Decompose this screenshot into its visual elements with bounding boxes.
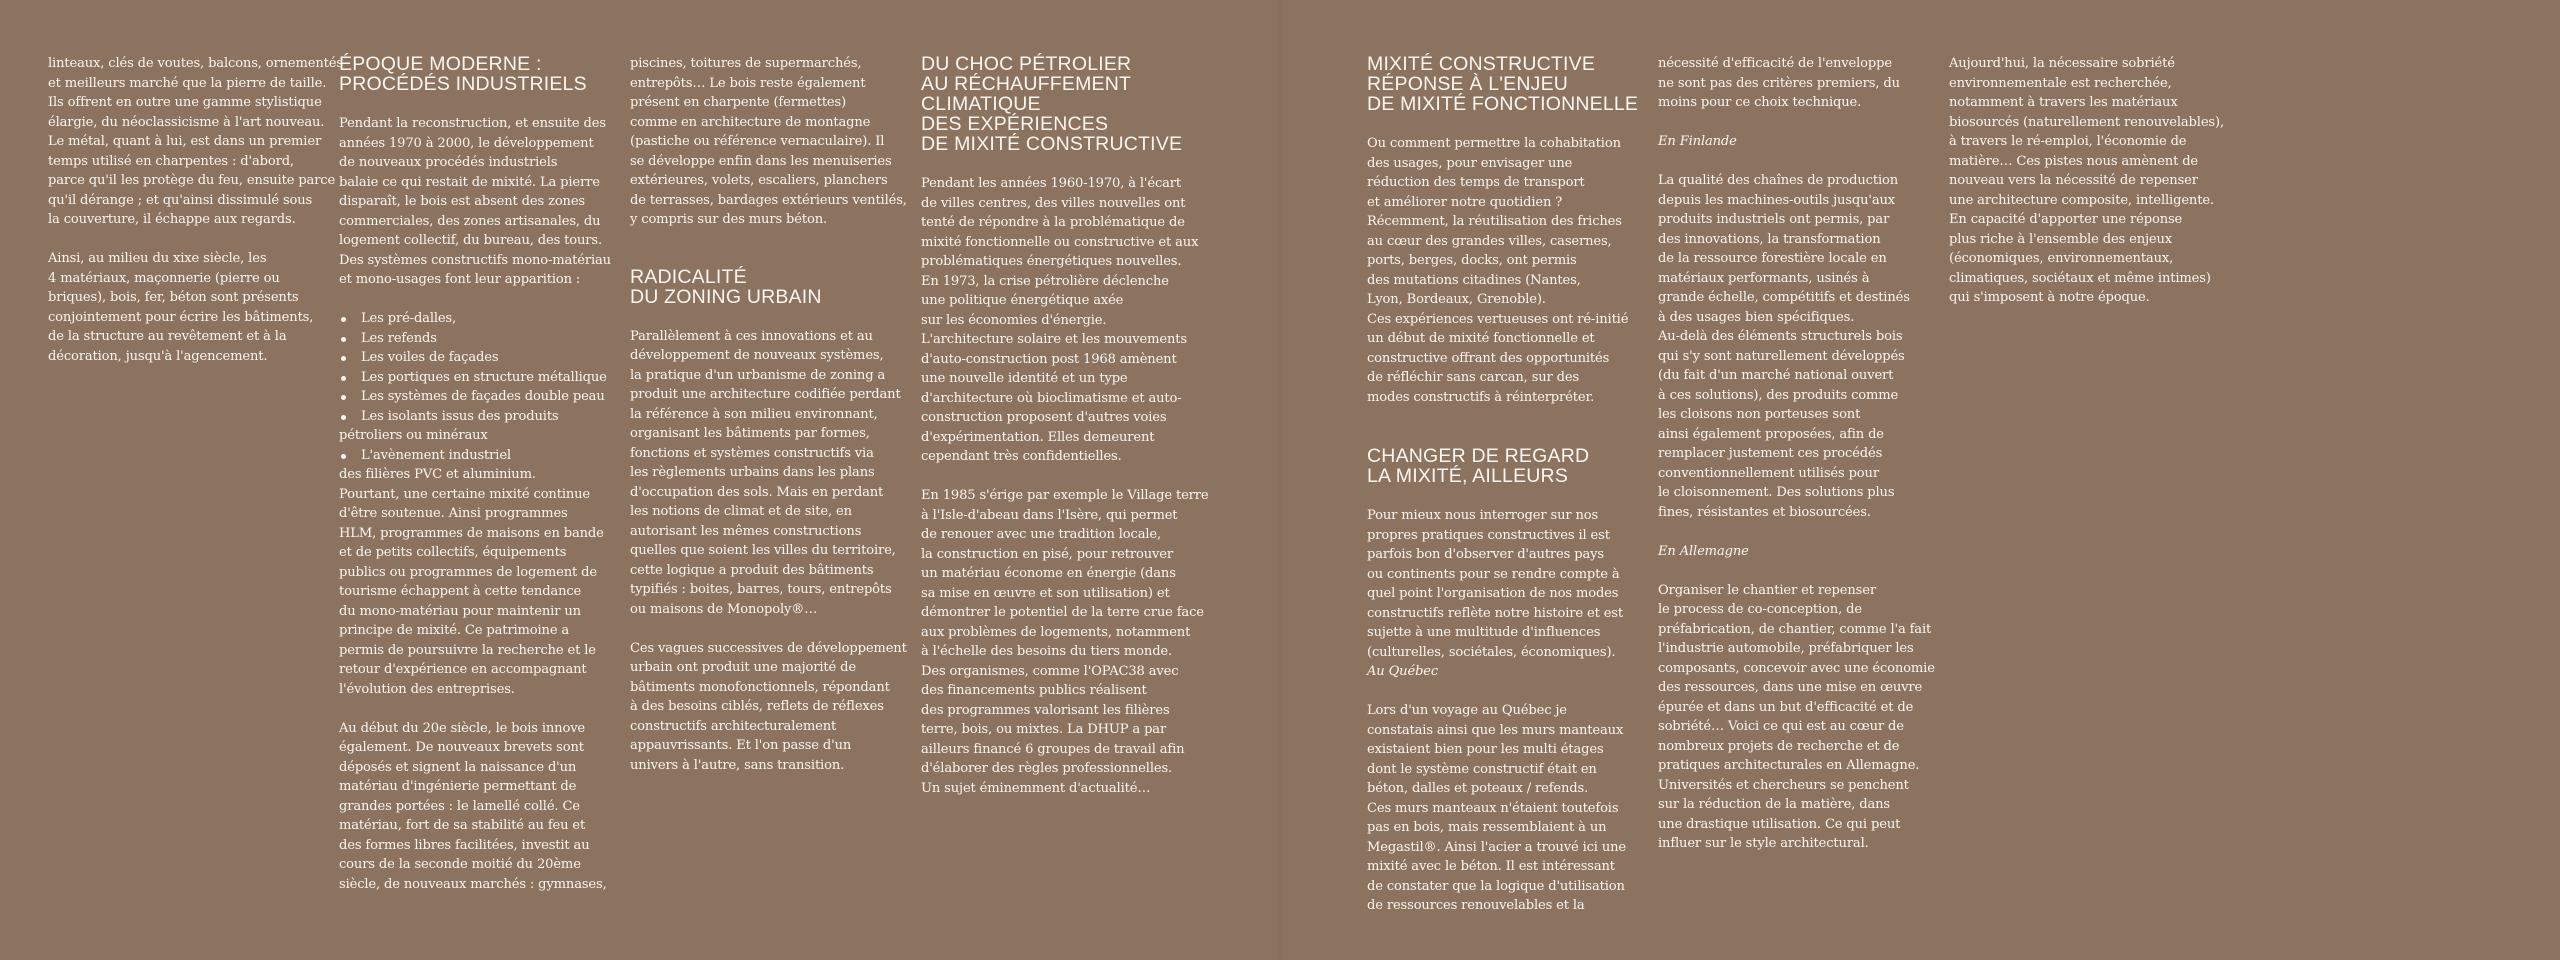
text-line: DE MIXITÉ CONSTRUCTIVE [921,133,1183,155]
text-line: disparaît, le bois est absent des zones [339,194,586,209]
text-line: commerciales, des zones artisanales, du [339,213,601,229]
text-line: qui s'y sont naturellement développés [1658,348,1905,364]
text-line: DU ZONING URBAIN [630,285,822,308]
heading-radicalite [630,267,907,307]
text-line: balaie ce qui restait de mixité. La pierre [339,174,600,190]
text-line: d'élaborer des règles professionnelles. [921,761,1173,776]
paragraph-piscines [630,54,907,230]
text-line: d'architecture où bioclimatisme et auto- [921,390,1182,406]
text-line: matériaux performants, usinés à [1658,270,1870,286]
text-line: une drastique utilisation. Ce qui peut [1658,816,1901,832]
text-line: (du fait d'un marché national ouvert [1658,368,1894,383]
text-line: logement collectif, du bureau, des tours. [339,233,602,248]
text-line: de la structure au revêtement et à la [48,329,287,344]
text-line: DE MIXITÉ FONCTIONNELLE [1367,93,1639,115]
text-line: bâtiments monofonctionnels, répondant [630,679,890,695]
page-spine [1278,0,1282,960]
paragraph-parallelement [630,327,907,620]
text-line: et mono-usages font leur apparition : [339,272,581,287]
text-line: Megastil®. Ainsi l'acier a trouvé ici une [1367,839,1626,855]
text-line: modes constructifs à réinterpréter. [1367,389,1595,405]
text-line: ailleurs financé 6 groupes de travail afin [921,741,1185,757]
bullet-item: Les systèmes de façades double peau [339,387,611,407]
text-line: l'évolution des entreprises. [339,681,515,697]
text-line: notamment à travers les matériaux [1949,95,2178,110]
text-line: CHANGER DE REGARD [1367,445,1590,467]
text-line: ou maisons de Monopoly®… [630,601,818,617]
text-line: la construction en pisé, pour retrouver [921,546,1173,562]
text-line: un matériau économe en énergie (dans [921,566,1176,581]
paragraph-village-terre [921,486,1209,798]
text-line: Ou comment permettre la cohabitation [1367,136,1621,151]
text-line: En 1973, la crise pétrolière déclenche [921,273,1169,289]
text-line: extérieures, volets, escaliers, planchers [630,173,888,188]
text-line: d'occupation des sols. Mais en perdant [630,484,884,500]
text-line: développement de nouveaux systèmes, [630,348,884,363]
text-line: L'architecture solaire et les mouvements [921,332,1187,347]
text-line: sur la réduction de la matière, dans [1658,797,1890,812]
text-line: à l'Isle-d'abeau dans l'Isère, qui permet [921,507,1178,523]
text-line: à travers le ré-emploi, l'économie de [1949,134,2187,149]
text-line: la pratique d'un urbanisme de zoning a [630,367,886,383]
text-line: de ressources renouvelables et la [1367,898,1585,913]
text-line: Un sujet éminemment d'actualité… [921,780,1151,796]
text-line: une architecture composite, intelligente. [1949,192,2214,208]
text-line: des financements publics réalisent [921,683,1147,698]
bullet-list-systems [339,309,611,485]
text-line: le cloisonnement. Des solutions plus [1658,485,1895,500]
text-line: mixité fonctionnelle ou constructive et aux [921,234,1199,250]
column-1 [48,54,343,366]
text-line: LA MIXITÉ, AILLEURS [1367,465,1569,487]
text-line: tourisme échappent à cette tendance [339,584,582,599]
text-line: composants, concevoir avec une économie [1658,660,1935,676]
text-line: urbain ont produit une majorité de [630,660,856,675]
text-line: Pendant les années 1960-1970, à l'écart [921,176,1182,191]
text-line: climatiques, sociétaux et même intimes) [1949,270,2211,286]
text-line: de la ressource forestière locale en [1658,251,1887,266]
text-line: un début de mixité fonctionnelle et [1367,331,1595,346]
column-4 [921,54,1209,818]
text-line: RÉPONSE À L'ENJEU [1367,73,1569,95]
text-line: fonctions et systèmes constructifs via [630,445,874,461]
text-line: sa mise en œuvre et son utilisation) et [921,585,1170,601]
text-line: cours de la seconde moitié du 20ème [339,857,581,872]
text-line: En capacité d'apporter une réponse [1949,212,2183,227]
column-6 [1658,54,1935,854]
text-line: du mono-matériau pour maintenir un [339,603,581,619]
text-line: Des systèmes constructifs mono-matériau [339,252,611,268]
text-line: Au début du 20e siècle, le bois innove [339,720,586,736]
text-line: pratiques architecturales en Allemagne. [1658,758,1920,773]
text-line: siècle, de nouveaux marchés : gymnases, [339,876,607,892]
text-line: quel point l'organisation de nos modes [1367,586,1619,601]
text-line: matériau, fort de sa stabilité au feu et [339,818,586,833]
text-line: permis de poursuivre la recherche et le [339,642,596,658]
text-line: appauvrissants. Et l'on passe d'un [630,738,852,753]
text-line: Universités et chercheurs se penchent [1658,777,1909,793]
text-line: une politique énergétique axée [921,293,1124,308]
text-line: des formes libres facilitées, investit au [339,837,590,853]
text-line: temps utilisé en charpentes : d'abord, [48,153,294,169]
text-line: matériau d'ingénierie permettant de [339,779,577,794]
text-line: grandes portées : le lamellé collé. Ce [339,798,580,814]
text-line: conjointement pour écrire les bâtiments, [48,309,314,325]
text-line: Parallèlement à ces innovations et au [630,328,873,344]
paragraph-finlande [1658,171,1935,522]
text-line: une nouvelle identité et un type [921,371,1128,386]
text-line: piscines, toitures de supermarchés, [630,56,862,71]
text-line: ou continents pour se rendre compte à [1367,566,1620,582]
column-5 [1367,54,1638,916]
text-line: (pastiche ou référence vernaculaire). Il [630,134,885,149]
text-line: terre, bois, ou mixtes. La DHUP a par [921,722,1167,737]
text-line: ne sont pas des critères premiers, du [1658,75,1900,91]
paragraph-reconstruction [339,114,611,290]
text-line: la référence à son milieu environnant, [630,406,878,422]
text-line: pas en bois, mais ressemblaient à un [1367,820,1607,835]
text-line: typifiés : boites, barres, tours, entrepôts [630,582,892,597]
text-line: et meilleurs marché que la pierre de taille. [48,75,327,91]
text-line: épurée et dans un but d'efficacité et de [1658,699,1914,715]
text-line: tenté de répondre à la problématique de [921,215,1185,230]
text-line: Récemment, la réutilisation des friches [1367,214,1622,229]
text-line: décoration, jusqu'à l'agencement. [48,348,268,364]
text-line: organisant les bâtiments par formes, [630,426,870,441]
text-line: d'être soutenue. Ainsi programmes [339,506,568,521]
text-line: MIXITÉ CONSTRUCTIVE [1367,53,1596,75]
text-line: aux problèmes de logements, notamment [921,624,1191,640]
text-line: Lyon, Bordeaux, Grenoble). [1367,292,1546,307]
text-line: de nouveaux procédés industriels [339,155,558,170]
text-line: également. De nouveaux brevets sont [339,740,584,755]
text-line: déposés et signent la naissance d'un [339,759,577,775]
bullet-item: Les portiques en structure métallique [339,368,611,388]
paragraph-aujourdhui [1949,54,2224,308]
text-line: Des organismes, comme l'OPAC38 avec [921,663,1179,679]
text-line: La qualité des chaînes de production [1658,173,1898,188]
text-line: au cœur des grandes villes, casernes, [1367,233,1612,249]
text-line: Ces vagues successives de développement [630,640,907,656]
text-line: matière… Ces pistes nous amènent de [1949,153,2199,169]
bullet-item: Les refends [339,329,611,349]
text-line: Au-delà des éléments structurels bois [1658,329,1903,344]
bullet-item: Les voiles de façades [339,348,611,368]
text-line: RADICALITÉ [630,265,747,288]
text-line: de réfléchir sans carcan, sur des [1367,370,1580,385]
text-line: de terrasses, bardages extérieurs ventilés, [630,192,907,208]
text-line: à des besoins ciblés, reflets de réflexes [630,699,884,714]
text-line: construction proposent d'autres voies [921,410,1167,425]
bullet-item: Les pré-dalles, [339,309,611,329]
text-line: les règlements urbains dans les plans [630,465,875,480]
text-line: ainsi également proposées, afin de [1658,426,1884,442]
text-line: Aujourd'hui, la nécessaire sobriété [1949,56,2175,71]
text-line: conventionnellement utilisés pour [1658,465,1879,481]
text-line: produit une architecture codifiée perdant [630,387,901,402]
text-line: Organiser le chantier et repenser [1658,582,1876,598]
text-line: parce qu'il les protège du feu, ensuite parce [48,173,336,188]
text-line: nouveau vers la nécessité de repenser [1949,173,2198,188]
text-line: à des usages bien spécifiques. [1658,309,1855,325]
paragraph-quebec [1367,701,1638,916]
text-line: grande échelle, compétitifs et destinés [1658,290,1910,305]
text-line: retour d'expérience en accompagnant [339,662,587,677]
text-line: entrepôts… Le bois reste également [630,75,866,91]
text-line: et améliorer notre quotidien ? [1367,194,1563,210]
bullet-item: pétroliers ou minéraux [339,428,488,443]
text-line: principe de mixité. Ce patrimoine a [339,623,570,638]
text-line: à l'échelle des besoins du tiers monde. [921,644,1173,659]
text-line: réduction des temps de transport [1367,175,1585,190]
paragraph-annees-1960 [921,174,1209,467]
text-line: DU CHOC PÉTROLIER [921,53,1132,75]
text-line: des innovations, la transformation [1658,231,1881,247]
text-line: DES EXPÉRIENCES [921,113,1109,135]
text-line: élargie, du néoclassicisme à l'art nouveau. [48,114,325,130]
column-2 [339,54,611,914]
text-line: ÉPOQUE MODERNE : [339,53,542,75]
subheading-quebec: Au Québec [1367,664,1439,679]
text-line: cependant très confidentielles. [921,449,1122,464]
text-line: parfois bon d'observer d'autres pays [1367,547,1604,562]
text-line: PROCÉDÉS INDUSTRIELS [339,73,587,95]
text-line: le process de co-conception, de [1658,602,1862,617]
text-line: dont le système constructif était en [1367,761,1597,777]
text-line: plus riche à l'ensemble des enjeux [1949,231,2173,247]
heading-choc-petrolier [921,54,1209,154]
text-line: produits industriels ont permis, par [1658,212,1890,227]
text-line: problématiques énergétiques nouvelles. [921,254,1182,269]
text-line: moins pour ce choix technique. [1658,95,1862,110]
text-line: influer sur le style architectural. [1658,836,1869,851]
text-line: remplacer justement ces procédés [1658,446,1883,461]
text-line: nécessité d'efficacité de l'enveloppe [1658,56,1892,71]
text-line: cette logique a produit des bâtiments [630,562,874,578]
text-line: depuis les machines-outils jusqu'aux [1658,192,1896,208]
text-line: d'expérimentation. Elles demeurent [921,429,1155,445]
text-line: se développe enfin dans les menuiseries [630,153,892,169]
text-line: sujette à une multitude d'influences [1367,625,1601,640]
text-line: constructifs architecturalement [630,718,837,734]
paragraph-allemagne [1658,581,1935,854]
text-line: de renouer avec une tradition locale, [921,527,1162,542]
text-line: des ressources, dans une mise en œuvre [1658,680,1923,695]
text-line: la couverture, il échappe aux regards. [48,212,296,227]
heading-changer-de-regard [1367,446,1638,486]
text-line: existaient bien pour les multi étages [1367,742,1604,757]
text-line: autorisant les mêmes constructions [630,523,862,539]
paragraph-pourtant [339,485,611,700]
text-line: Lors d'un voyage au Québec je [1367,703,1567,718]
text-line: présent en charpente (fermettes) [630,95,847,110]
text-line: mixité avec le béton. Il est intéressant [1367,859,1615,874]
paragraph-interroger [1367,506,1638,662]
text-line: En 1985 s'érige par exemple le Village terre [921,488,1209,503]
paragraph-debut-20e [339,719,611,895]
text-line: démontrer le potentiel de la terre crue face [921,605,1204,620]
bullet-item: Les isolants issus des produits [339,407,611,427]
text-line: sobriété… Voici ce qui est au cœur de [1658,719,1904,734]
text-line: de villes centres, des villes nouvelles ont [921,195,1186,211]
text-line: AU RÉCHAUFFEMENT [921,73,1132,95]
text-line: Pour mieux nous interroger sur nos [1367,508,1599,523]
text-line: propres pratiques constructives il est [1367,527,1610,543]
text-line: de constater que la logique d'utilisation [1367,878,1625,894]
text-line: Ils offrent en outre une gamme stylistique [48,95,322,110]
text-line: (culturelles, sociétales, économiques). [1367,644,1616,660]
text-line: ports, berges, docks, ont permis [1367,253,1577,268]
text-line: constructifs reflète notre histoire et est [1367,605,1623,621]
text-line: d'auto-construction post 1968 amènent [921,351,1177,367]
text-line: et de petits collectifs, équipements [339,545,567,560]
text-line: biosourcés (naturellement renouvelables), [1949,114,2224,130]
text-line: linteaux, clés de voutes, balcons, ornementés [48,56,343,71]
text-line: Ces expériences vertueuses ont ré-initié [1367,311,1629,327]
text-line: des programmes valorisant les filières [921,702,1170,718]
text-line: comme en architecture de montagne [630,114,871,130]
text-line: qui s'imposent à notre époque. [1949,290,2150,305]
text-line: constatais ainsi que les murs manteaux [1367,722,1624,738]
subheading-finlande: En Finlande [1658,134,1737,149]
text-line: Pourtant, une certaine mixité continue [339,486,591,502]
text-line: Pendant la reconstruction, et ensuite des [339,116,606,131]
text-line: constructive offrant des opportunités [1367,350,1610,366]
text-line: qu'il dérange ; et qu'ainsi dissimulé sous [48,192,313,208]
text-line: les notions de climat et de site, en [630,504,852,519]
text-line: 4 matériaux, maçonnerie (pierre ou [48,270,280,286]
text-line: l'industrie automobile, préfabriquer les [1658,641,1914,656]
column-7 [1949,54,2224,308]
text-line: à ces solutions), des produits comme [1658,387,1899,403]
text-line: publics ou programmes de logement de [339,564,597,580]
text-line: des mutations citadines (Nantes, [1367,272,1581,288]
text-line: fines, résistantes et biosourcées. [1658,504,1871,520]
heading-epoque-moderne [339,54,611,94]
text-line: environnementale est recherchée, [1949,75,2172,91]
text-line: HLM, programmes de maisons en bande [339,525,604,541]
paragraph-vagues [630,639,907,776]
heading-mixite-constructive [1367,54,1638,114]
paragraph-cohabitation [1367,134,1638,407]
text-line [48,230,343,250]
text-line: y compris sur des murs béton. [630,212,827,227]
text-line: Ainsi, au milieu du xixe siècle, les [48,251,267,266]
text-line: préfabrication, de chantier, comme l'a fait [1658,621,1932,637]
text-line: Ces murs manteaux n'étaient toutefois [1367,800,1619,816]
text-line: quelles que soient les villes du territoire, [630,543,896,558]
text-line: (économiques, environnementaux, [1949,251,2174,266]
text-line: briques), bois, fer, béton sont présents [48,290,299,305]
text-line: CLIMATIQUE [921,93,1041,115]
text-line: béton, dalles et poteaux / refends. [1367,781,1589,796]
text-line: les cloisons non porteuses sont [1658,407,1861,422]
text-line: des usages, pour envisager une [1367,155,1573,171]
bullet-item: des filières PVC et aluminium. [339,467,536,482]
subheading-allemagne: En Allemagne [1658,543,1749,559]
column-3 [630,54,907,795]
text-line: Le métal, quant à lui, est dans un premier [48,134,322,149]
column-1-text [48,54,343,366]
text-line: univers à l'autre, sans transition. [630,757,845,773]
paragraph-efficacite [1658,54,1935,113]
text-line: nombreux projets de recherche et de [1658,738,1900,754]
bullet-item: L'avènement industriel [339,446,611,466]
text-line: années 1970 à 2000, le développement [339,135,594,151]
text-line: sur les économies d'énergie. [921,312,1107,328]
